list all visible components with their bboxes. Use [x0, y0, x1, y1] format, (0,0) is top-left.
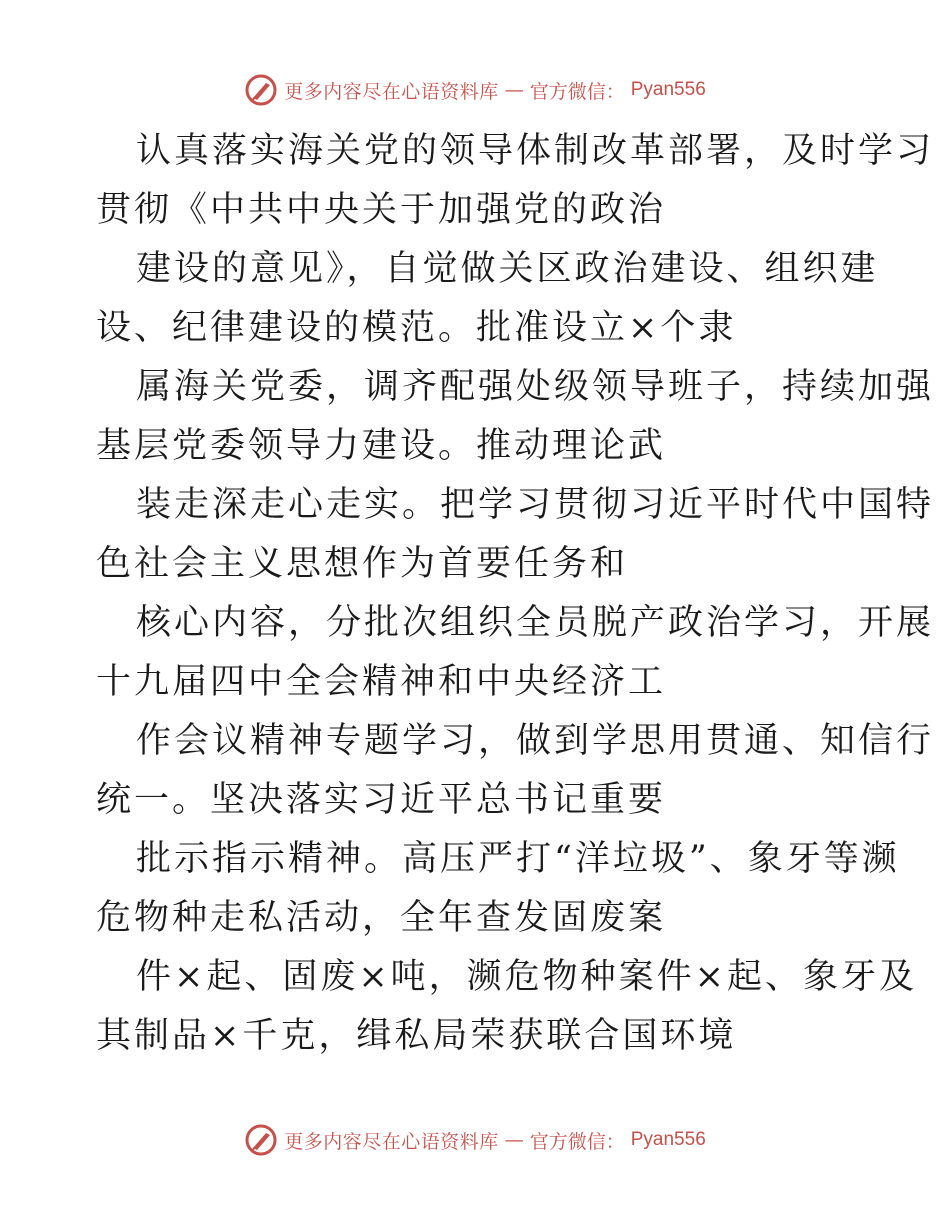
text-line: 核心内容，分批次组织全员脱产政治学习，开展 — [136, 603, 935, 643]
watermark-account-id: Pyan556 — [630, 79, 706, 100]
watermark-separator: — — [504, 1129, 524, 1151]
header-watermark — [0, 70, 950, 110]
text-line: 统一。坚决落实习近平总书记重要 — [96, 780, 667, 820]
quill-logo-icon — [244, 1123, 278, 1157]
text-line: 认真落实海关党的领导体制改革部署，及时学习 — [136, 131, 935, 171]
text-line: 贯彻《中共中央关于加强党的政治 — [96, 190, 667, 230]
watermark-account-id: Pyan556 — [630, 1129, 706, 1150]
watermark-main-text: 更多内容尽在心语资料库 — [284, 1130, 499, 1153]
watermark-account-label: 官方微信： — [529, 1130, 625, 1153]
text-line: 件×起、固废×吨，濒危物种案件×起、象牙及 — [136, 957, 917, 997]
watermark-main-text: 更多内容尽在心语资料库 — [284, 80, 499, 103]
text-line: 危物种走私活动，全年查发固废案 — [96, 898, 667, 938]
text-line: 色社会主义思想作为首要任务和 — [96, 544, 629, 584]
text-line: 基层党委领导力建设。推动理论武 — [96, 426, 667, 466]
text-line: 十九届四中全会精神和中央经济工 — [96, 662, 667, 702]
document-body — [96, 122, 935, 1066]
text-line: 建设的意见》，自觉做关区政治建设、组织建 — [136, 249, 879, 289]
text-line: 属海关党委，调齐配强处级领导班子，持续加强 — [136, 367, 935, 407]
watermark-account-label: 官方微信： — [529, 80, 625, 103]
text-line: 设、纪律建设的模范。批准设立×个隶 — [96, 308, 737, 348]
text-line: 批示指示精神。高压严打“洋垃圾”、象牙等濒 — [136, 839, 900, 879]
quill-logo-icon — [244, 73, 278, 107]
text-line: 作会议精神专题学习，做到学思用贯通、知信行 — [136, 721, 935, 761]
text-line: 装走深走心走实。把学习贯彻习近平时代中国特 — [136, 485, 935, 525]
watermark-separator: — — [504, 79, 524, 101]
footer-watermark — [0, 1120, 950, 1160]
text-line: 其制品×千克，缉私局荣获联合国环境 — [96, 1016, 737, 1056]
